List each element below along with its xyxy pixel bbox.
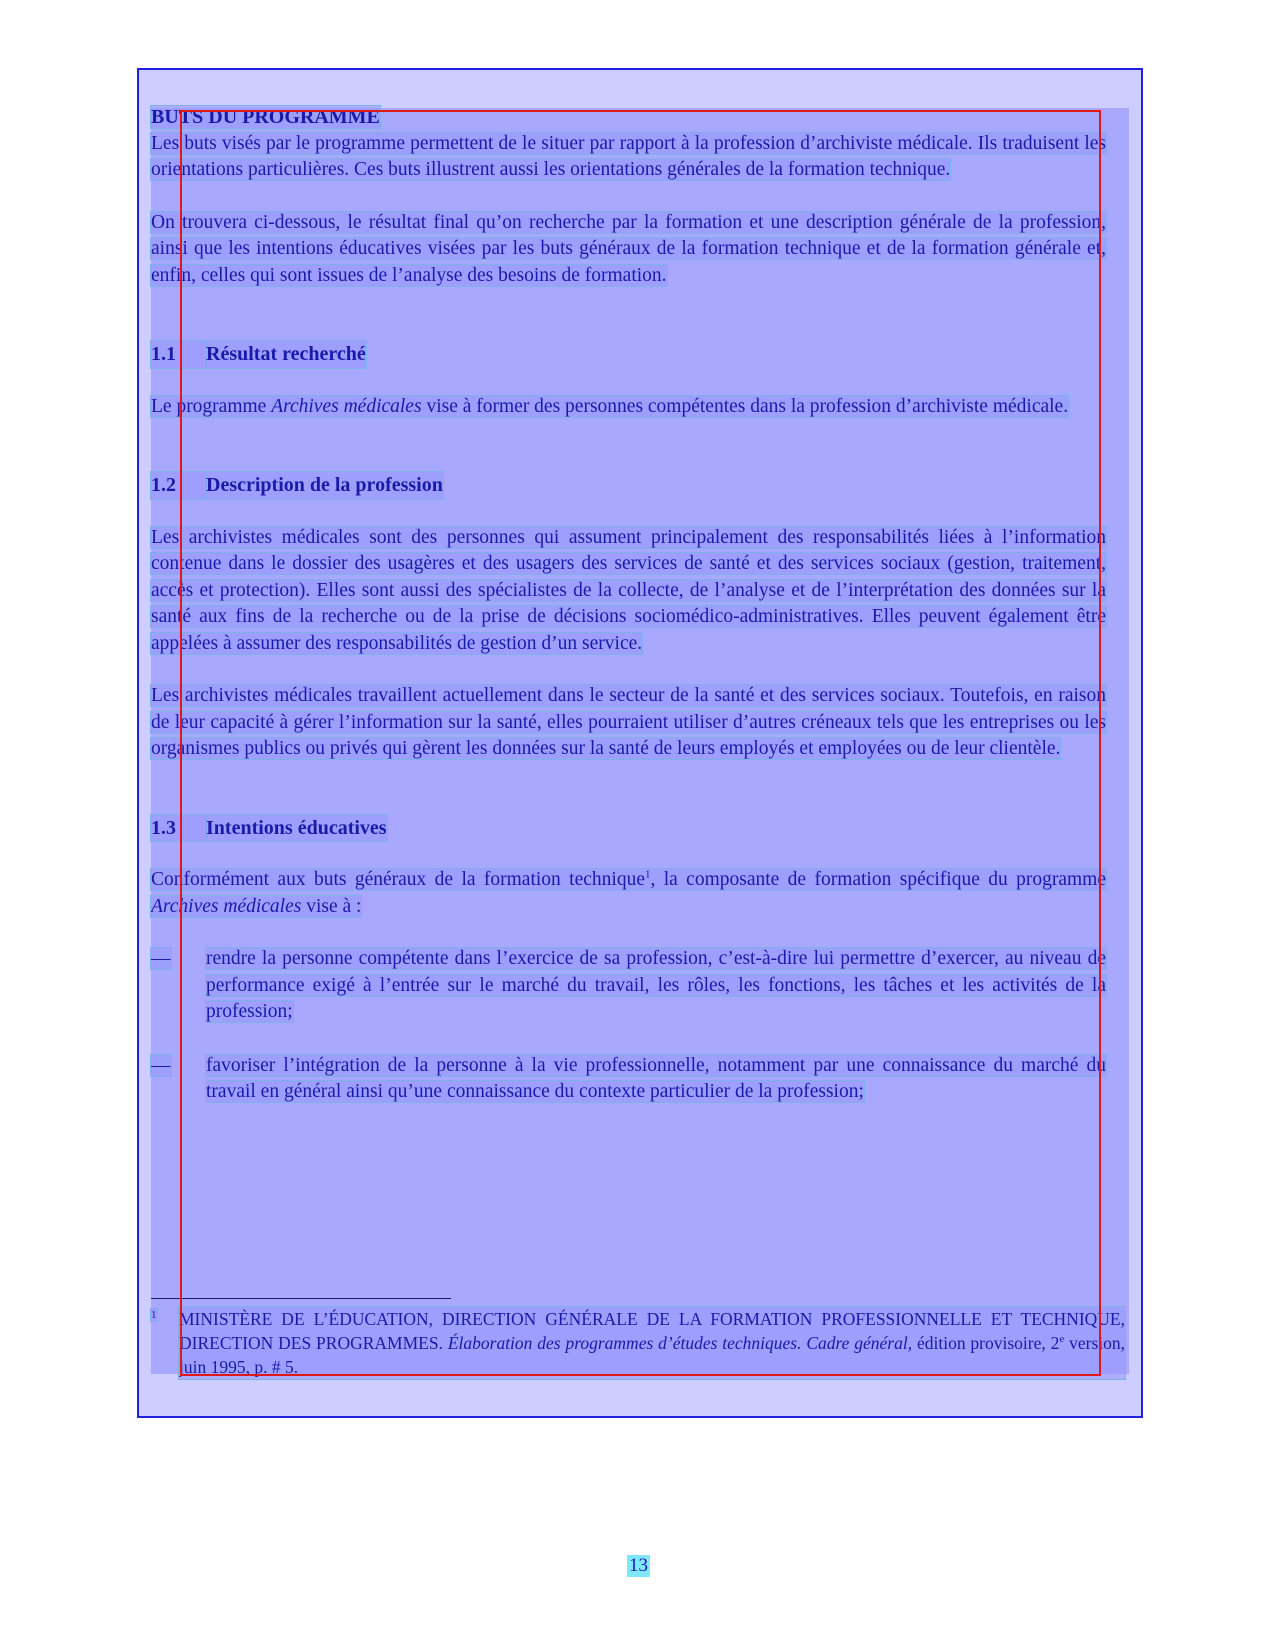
footnote-separator [151,1298,451,1299]
profession-paragraph-2: Les archivistes médicales travaillent actuellement dans le secteur de la santé et des services sociaux. Toutefois, en raison de leur capacité à gérer l’information sur la santé, elles pourraient utiliser d’autres créneaux tels que les entreprises ou les organismes publics ou privés qui gèrent les données sur la santé de leurs employés et employées ou de leur clientèle. [151,685,1106,759]
subsection-title: Description de la profession [206,472,443,499]
intentions-intro: Conformément aux buts généraux de la formation technique$^1$, la composante de formation spécifique du programme Archives médicales vise à : [151,868,1106,917]
program-name: Archives médicales [271,395,422,417]
spacer [151,315,1106,341]
footnote-reference: 1 [644,868,651,881]
footnote-mark: 1 [151,1309,157,1321]
program-name: Archives médicales [151,895,302,917]
subsection-number: 1.2 [151,472,206,499]
spacer [151,446,1106,472]
subsection-heading-2 [151,472,1106,499]
document-body [151,104,1106,1133]
reference-title: Élaboration des programmes d’études techniques. Cadre général [447,1333,908,1353]
result-paragraph: Le programme Archives médicales vise à former des personnes compétentes dans la profession d’archiviste médicale. [151,395,1069,417]
list-item [151,946,1106,1026]
intro-paragraph-2: On trouvera ci-dessous, le résultat final qu’on recherche par la formation et une description générale de la profession, ainsi que les intentions éducatives visées par les buts généraux de la formation technique et de la formation générale et, enfin, celles qui sont issues de l’analyse des besoins de formation. [151,211,1106,286]
subsection-heading-1 [151,341,1106,368]
profession-paragraph-1: Les archivistes médicales sont des personnes qui assument principalement des responsabilités liées à l’information contenue dans le dossier des usagères et des usagers des services de santé et des services sociaux (gestion, traitement, accès et protection). Elles sont aussi des spécialistes de la collecte, de l’analyse et de l’interprétation des données sur la santé aux fins de la recherche ou de la prise de décisions sociomédico-administratives. Elles peuvent également être appelées à assumer des responsabilités de gestion d’un service. [151,526,1106,654]
list-item-text: rendre la personne compétente dans l’exercice de sa profession, c’est-à-dire lui permettre d’exercer, au niveau de performance exigé à l’entrée sur le marché du travail, les rôles, les fonctions, les tâches et les activités de la profession; [206,948,1106,1022]
dash-bullet: — [151,1054,171,1076]
subsection-number: 1.1 [151,341,206,368]
subsection-title: Intentions éducatives [206,815,387,842]
page-number: 13 [629,1555,648,1576]
list-item [151,1053,1106,1106]
dash-bullet: — [151,948,171,969]
spacer [151,789,1106,815]
list-item-text: favoriser l’intégration de la personne à la vie professionnelle, notamment par une connaissance du marché du travail en général ainsi qu’une connaissance du contexte particulier de la profession; [206,1054,1106,1102]
section-title: BUTS DU PROGRAMME [151,106,380,128]
footnote: 1 MINISTÈRE DE L’ÉDUCATION, DIRECTION GÉNÉRALE DE LA FORMATION PROFESSIONNELLE ET TECHNIQUE, DIRECTION DES PROGRAMMES. Élaboration des programmes d’études techniques. Cadre général, édition provisoire, 2e version, juin 1995, p. # 5. [151,1309,1125,1377]
subsection-heading-3 [151,815,1106,842]
intro-paragraph-1: Les buts visés par le programme permettent de le situer par rapport à la profession d’archiviste médicale. Ils traduisent les orientations particulières. Ces buts illustrent aussi les orientations générales de la formation technique. [151,132,1106,180]
subsection-number: 1.3 [151,815,206,842]
subsection-title: Résultat recherché [206,341,366,368]
